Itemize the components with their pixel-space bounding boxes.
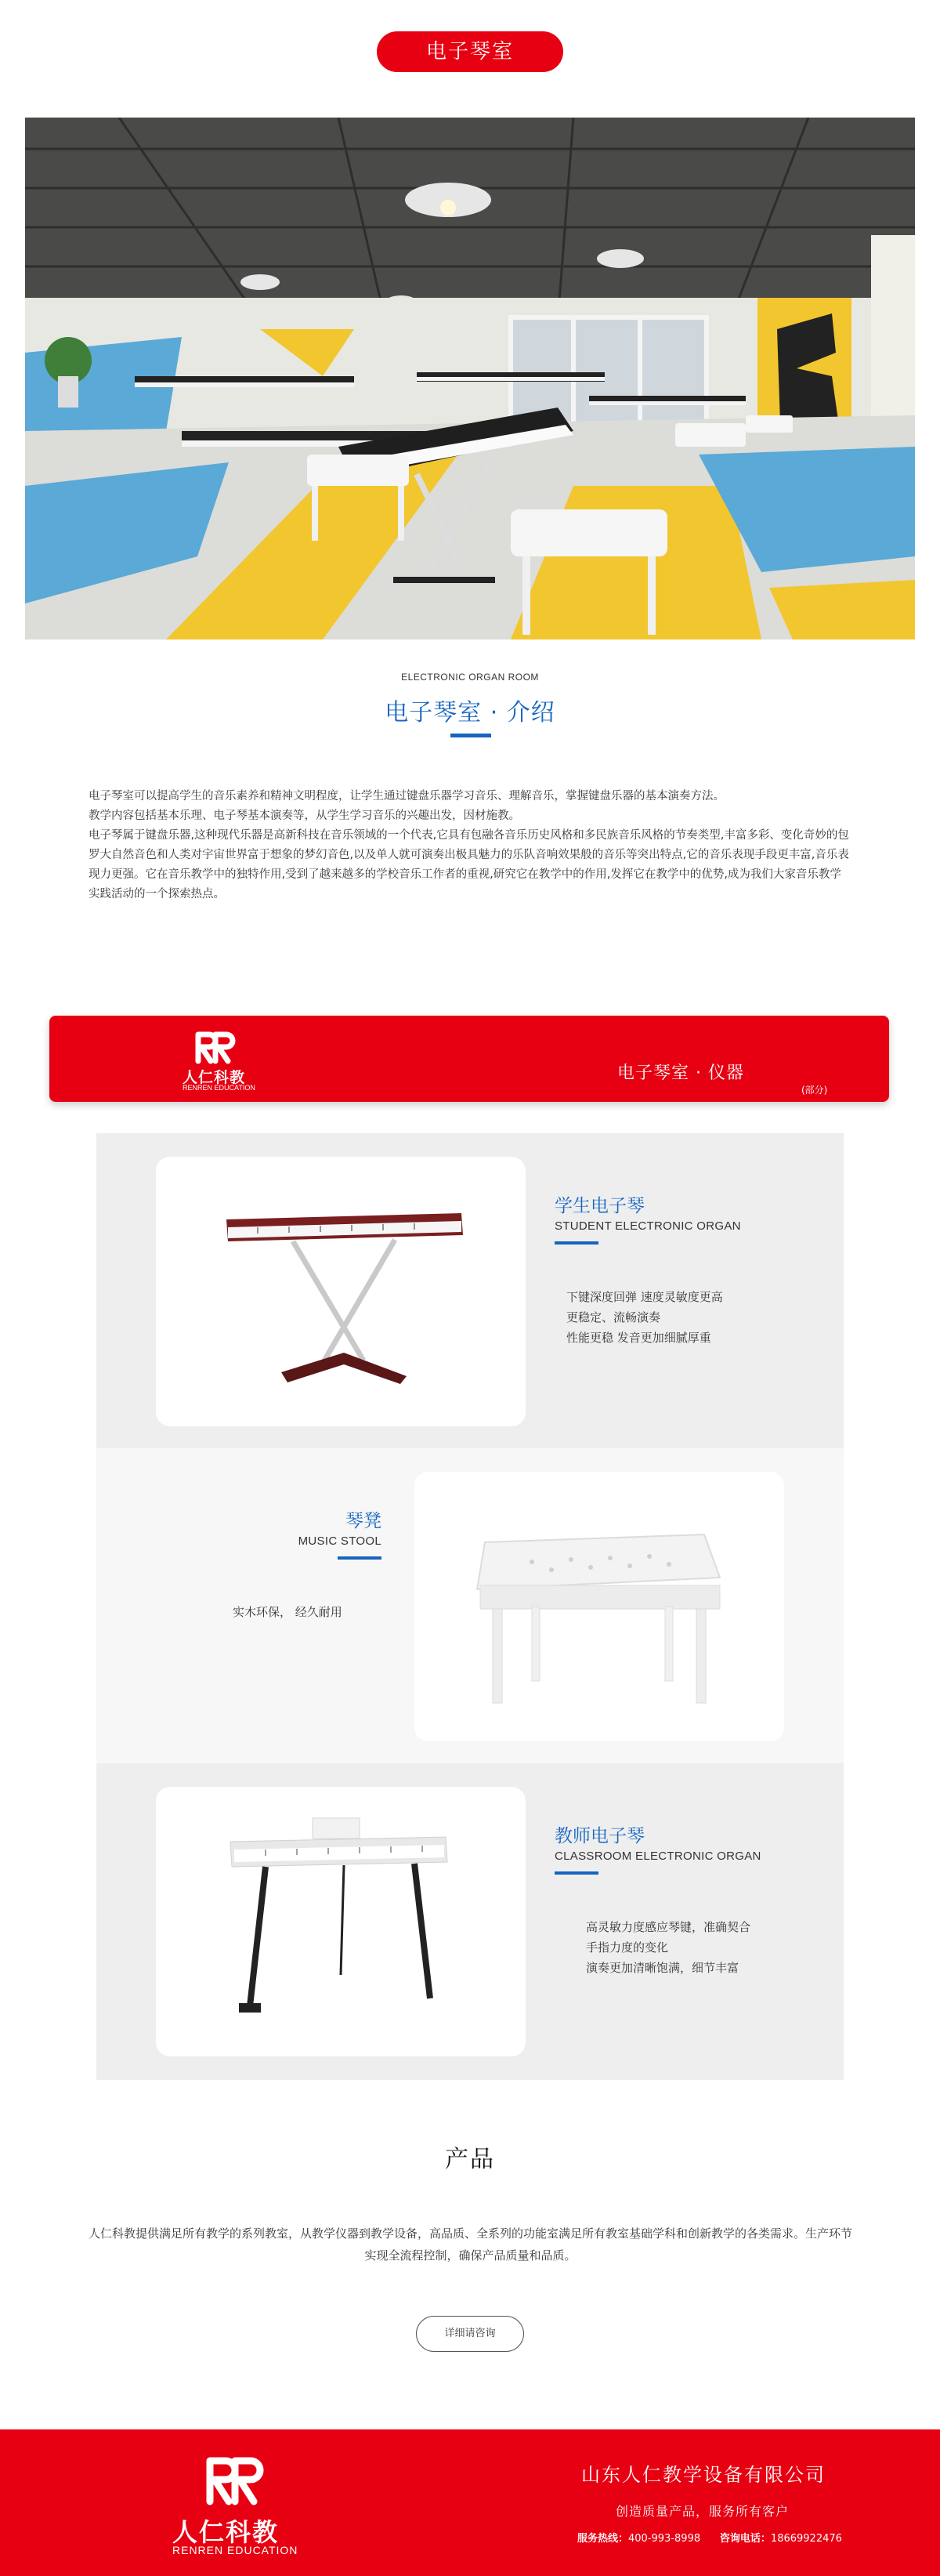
product-row-student-organ: [96, 1133, 844, 1448]
footer-contact: [577, 2530, 842, 2545]
product-desc-line: 实木环保， 经久耐用: [233, 1605, 342, 1619]
product-desc-line: 性能更稳 发音更加细腻厚重: [566, 1331, 711, 1345]
classroom-hero-image: [25, 118, 915, 639]
product-en-name: CLASSROOM ELECTRONIC ORGAN: [555, 1850, 761, 1863]
footer-company-name: 山东人仁教学设备有限公司: [581, 2464, 826, 2486]
hotline-number: 400-993-8998: [628, 2533, 701, 2545]
product-image-card: [414, 1472, 784, 1741]
intro-paragraph: 教学内容包括基本乐理、电子琴基本演奏等，从学生学习音乐的兴趣出发，因材施教。: [89, 810, 520, 822]
phone-number: 18669922476: [770, 2533, 842, 2545]
product-name: 教师电子琴: [555, 1826, 645, 1846]
product-desc-line: 下键深度回弹 速度灵敏度更高: [566, 1290, 723, 1304]
product-image-card: [156, 1787, 526, 2056]
classroom-organ-image: [156, 1787, 526, 2056]
product-name: 琴凳: [345, 1511, 381, 1531]
products-description: 人仁科教提供满足所有教学的系列教室，从教学仪器到教学设备，高品质、全系列的功能室满足所有教室基础学科和创新教学的各类需求。生产环节实现全流程控制，确保产品质量和品质。: [89, 2226, 853, 2263]
footer-logo-en: RENREN EDUCATION: [172, 2544, 298, 2556]
product-description: [586, 1917, 750, 1978]
footer: [0, 2429, 940, 2576]
intro-title: 电子琴室 · 介绍: [385, 699, 555, 726]
intro-body: [89, 787, 852, 904]
consult-button[interactable]: 详细请咨询: [416, 2316, 524, 2352]
product-desc-line: 手指力度的变化: [586, 1940, 669, 1955]
products-title: 产品: [445, 2146, 495, 2173]
intro-en-label: ELECTRONIC ORGAN ROOM: [401, 672, 539, 683]
product-image-card: [156, 1157, 526, 1426]
product-desc-line: 高灵敏力度感应琴键，准确契合: [586, 1920, 751, 1934]
banner-logo-text: 人仁科教: [183, 1069, 246, 1086]
phone-label: 咨询电话：: [719, 2533, 771, 2545]
banner-logo-en: RENREN EDUCATION: [183, 1084, 255, 1092]
product-name: 学生电子琴: [555, 1196, 645, 1216]
intro-paragraph: 电子琴属于键盘乐器,这种现代乐器是高新科技在音乐领域的一个代表,它具有包融各音乐历史风格和多民族音乐风格的节奏类型,丰富多彩、变化奇妙的包罗大自然音色和人类对宇宙世界富于想象的梦幻音色,以及单人就可演奏出极具魅力的乐队音响效果般的音乐等突出特点,它的音乐表现手段更丰富,音乐表现力更强。它在音乐教学中的独特作用,受到了越来越多的学校音乐工作者的重视,研究它在教学中的作用,发挥它在教学中的优势,成为我们大家音乐教学实践活动的一个探索热点。: [89, 829, 849, 900]
product-row-music-stool: [96, 1448, 844, 1763]
banner-note: (部分): [801, 1085, 828, 1096]
product-underline: [338, 1556, 381, 1560]
renren-logo: [143, 1027, 284, 1092]
footer-logo-text: 人仁科教: [172, 2517, 280, 2547]
music-stool-image: [414, 1472, 784, 1741]
product-row-classroom-organ: [96, 1763, 844, 2080]
product-en-name: STUDENT ELECTRONIC ORGAN: [555, 1219, 741, 1233]
product-desc-line: 更稳定、流畅演奏: [566, 1310, 661, 1324]
footer-logo: [164, 2447, 306, 2556]
product-description: [566, 1287, 723, 1348]
product-underline: [555, 1871, 598, 1875]
banner-title: 电子琴室 · 仪器: [617, 1063, 744, 1083]
equipment-banner: [49, 1016, 889, 1102]
footer-slogan: 创造质量产品，服务所有客户: [616, 2504, 790, 2519]
product-underline: [555, 1241, 598, 1245]
intro-paragraph: 电子琴室可以提高学生的音乐素养和精神文明程度，让学生通过键盘乐器学习音乐、理解音乐，掌握键盘乐器的基本演奏方法。: [89, 790, 725, 803]
hotline-label: 服务热线：: [577, 2533, 629, 2545]
product-desc-line: 演奏更加清晰饱满，细节丰富: [586, 1961, 739, 1975]
product-description: [233, 1602, 342, 1622]
student-organ-image: [156, 1157, 526, 1426]
page-title-badge: 电子琴室: [377, 31, 563, 72]
product-en-name: MUSIC STOOL: [298, 1534, 381, 1548]
intro-title-underline: [450, 734, 491, 737]
